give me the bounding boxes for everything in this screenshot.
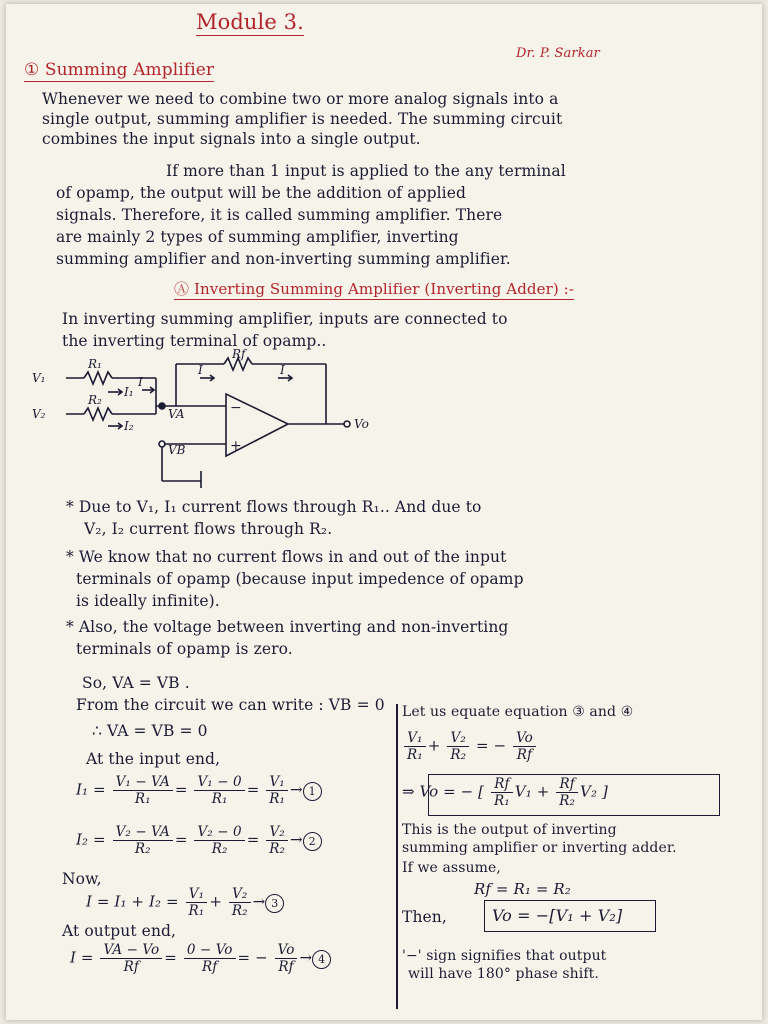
module-title: Module 3.	[196, 10, 304, 34]
section-heading-summing: ① Summing Amplifier	[24, 60, 215, 80]
label-r1: R₁	[88, 357, 102, 371]
para-line-1: If more than 1 input is applied to the any terminal	[166, 162, 566, 180]
inverting-intro-line-1: In inverting summing amplifier, inputs are connected to	[62, 310, 508, 328]
now-line: Now,	[62, 870, 102, 888]
intro-line-2: single output, summing amplifier is needed. The summing circuit	[42, 110, 563, 128]
bullet-line-7: terminals of opamp is zero.	[76, 640, 293, 658]
inverting-summing-circuit	[26, 347, 446, 491]
para-line-4: are mainly 2 types of summing amplifier, inverting	[56, 228, 459, 246]
label-i1: I₁	[124, 385, 134, 399]
para-line-5: summing amplifier and non-inverting summing amplifier.	[56, 250, 511, 268]
inverting-intro-line-2: the inverting terminal of opamp..	[62, 332, 327, 350]
assume-eq: Rf = R₁ = R₂	[474, 880, 571, 898]
therefore-line: ∴ VA = VB = 0	[92, 722, 208, 740]
label-va: VA	[168, 407, 185, 421]
sign-note-line-2: will have 180° phase shift.	[408, 966, 599, 982]
bullet-line-1: * Due to V₁, I₁ current flows through R₁.. And due to	[66, 498, 482, 516]
bullet-line-3: * We know that no current flows in and out of the input	[66, 548, 507, 566]
bullet-line-6: * Also, the voltage between inverting and non-inverting	[66, 618, 509, 636]
svg-text:+: +	[230, 438, 242, 454]
then-line: Then,	[402, 908, 447, 926]
sign-note-line-1: '−' sign signifies that output	[402, 948, 607, 964]
eq-i1: I₁ = $\frac{\text{V₁ − VA}}{\text{R₁}}$ = $\frac{\text{V₁ − 0}}{\text{R₁}}$ = $\frac{\text{V₁}}{\text{R₁}}$ → 1	[76, 774, 322, 807]
at-output-line: At output end,	[62, 922, 177, 940]
label-vo: Vo	[354, 417, 369, 431]
bullet-line-5: is ideally infinite).	[76, 592, 220, 610]
column-divider	[396, 704, 398, 1009]
author-name: Dr. P. Sarkar	[516, 46, 600, 61]
at-input-line: At the input end,	[86, 750, 221, 768]
output-note-line-2: summing amplifier or inverting adder.	[402, 840, 677, 856]
label-i-fb: I	[198, 363, 203, 377]
so-line: So, VA = VB .	[82, 674, 190, 692]
label-r2: R₂	[88, 393, 102, 407]
intro-line-3: combines the input signals into a single output.	[42, 130, 421, 148]
label-v2: V₂	[32, 407, 46, 421]
label-v1: V₁	[32, 371, 46, 385]
if-assume-line: If we assume,	[402, 860, 501, 876]
from-circuit-line: From the circuit we can write : VB = 0	[76, 696, 385, 714]
label-i2: I₂	[124, 419, 134, 433]
r1-resistor	[84, 372, 112, 384]
label-rf: Rf	[232, 347, 246, 361]
final-eq: Vo = −[V₁ + V₂]	[492, 906, 623, 925]
label-vb: VB	[168, 443, 186, 457]
eq-i2: I₂ = $\frac{\text{V₂ − VA}}{\text{R₂}}$ = $\frac{\text{V₂ − 0}}{\text{R₂}}$ = $\frac{\text{V₂}}{\text{R₂}}$ → 2	[76, 824, 322, 857]
para-line-2: of opamp, the output will be the addition of applied	[56, 184, 467, 202]
eq-i-output: I = $\frac{VA - Vo}{Rf}$ = $\frac{0 - Vo}{Rf}$ = − $\frac{Vo}{Rf}$ → 4	[70, 942, 331, 975]
r2-resistor	[84, 408, 112, 420]
notebook-page	[6, 4, 762, 1020]
label-i-out: I	[280, 363, 285, 377]
svg-text:−: −	[230, 400, 242, 416]
para-line-3: signals. Therefore, it is called summing amplifier. There	[56, 206, 503, 224]
eq-equate: $\frac{\text{V₁}}{\text{R₁}}$ + $\frac{\text{V₂}}{\text{R₂}}$ = − $\frac{Vo}{Rf}$	[402, 730, 538, 763]
eq-i: I = I₁ + I₂ = $\frac{\text{V₁}}{\text{R₁}}$ + $\frac{\text{V₂}}{\text{R₂}}$ → 3	[86, 886, 284, 919]
section-heading-inverting: Ⓐ Inverting Summing Amplifier (Inverting Adder) :-	[174, 280, 575, 298]
eq-result: ⇒ Vo = − [ $\frac{Rf}{\text{R₁}}$ V₁ + $\frac{Rf}{\text{R₂}}$ V₂ ]	[402, 776, 608, 809]
bullet-line-2: V₂, I₂ current flows through R₂.	[84, 520, 333, 538]
equate-line: Let us equate equation ③ and ④	[402, 704, 634, 720]
intro-line-1: Whenever we need to combine two or more analog signals into a	[42, 90, 559, 108]
output-note-line-1: This is the output of inverting	[402, 822, 617, 838]
bullet-line-4: terminals of opamp (because input impedence of opamp	[76, 570, 524, 588]
label-i-in: I	[138, 375, 143, 389]
